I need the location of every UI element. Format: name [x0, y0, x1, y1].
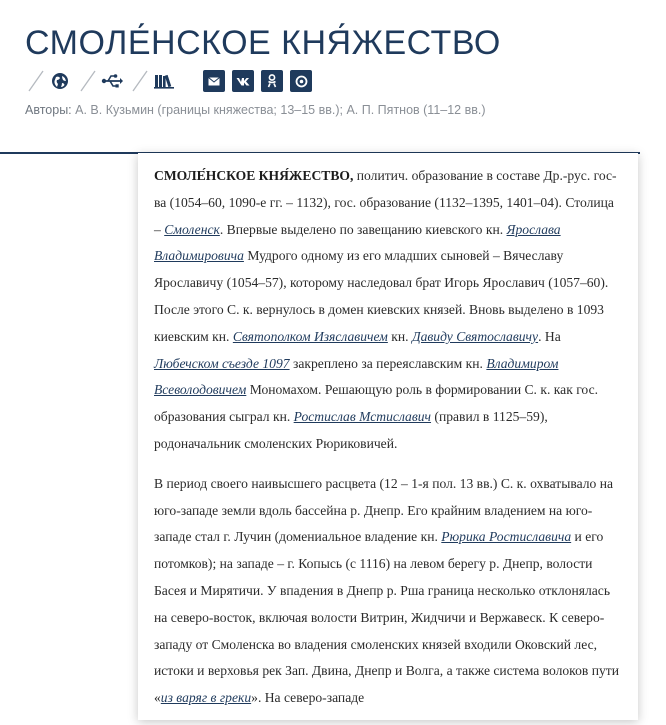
authors-text: А. В. Кузьмин (границы княжества; 13–15 вв.); А. П. Пятнов (11–12 вв.)	[71, 103, 486, 117]
link-ryurik[interactable]: Рюрика Ростиславича	[441, 529, 572, 545]
text-run: ». На северо-западе	[251, 690, 365, 706]
article-text	[154, 163, 624, 725]
globe-icon[interactable]	[49, 70, 71, 92]
text-run: . На	[538, 328, 561, 344]
text-run: закреплено за переяславским кн.	[289, 355, 487, 371]
books-icon[interactable]	[153, 70, 175, 92]
text-run: политич. образование в составе Др.-рус. гос-ва (1054–60, 1090-е гг. – 1132), гос. образование (1132–1395, 1401–04). Столица –	[154, 168, 617, 237]
link-svyatopolk[interactable]: Святополком Изяславичем	[232, 328, 388, 344]
link-lyubech-congress[interactable]: Любечском съезде 1097	[154, 355, 290, 371]
link-varangians-greeks[interactable]: из варяг в греки	[160, 690, 252, 706]
page-header	[0, 0, 666, 152]
ok-share-icon[interactable]	[261, 70, 283, 92]
link-smolensk[interactable]: Смоленск	[164, 221, 220, 237]
link-rostislav[interactable]: Ростислав Мстиславич	[293, 409, 432, 425]
link-share-icon[interactable]	[290, 70, 312, 92]
text-run: (правил в 1125–59), родоначальник смоленских Рюриковичей.	[154, 409, 548, 451]
article-card	[138, 153, 638, 720]
text-run: кн.	[387, 328, 412, 344]
usb-icon[interactable]	[101, 70, 123, 92]
vk-share-icon[interactable]	[232, 70, 254, 92]
share-buttons	[203, 70, 319, 92]
authors-line	[25, 103, 486, 117]
paragraph	[154, 471, 624, 712]
text-run: . Впервые выделено по завещанию киевского кн.	[219, 221, 507, 237]
link-vladimir[interactable]: Владимиром Всеволодовичем	[154, 355, 559, 398]
text-run: Мудрого одному из его младших сыновей – Вячеславу Ярославичу (1054–57), которому наследовал брат Игорь Ярославич (1057–60). После этого С. к. вернулось в домен киевских князей. Вновь выделено в 1093 киевским кн.	[154, 248, 609, 344]
separator-slash	[129, 69, 151, 93]
link-david[interactable]: Давиду Святославичу	[411, 328, 539, 344]
text-run: Мономахом. Решающую роль в формировании С. к. как гос. образования сыграл кн.	[154, 382, 598, 425]
toolbar	[25, 68, 319, 94]
paragraph	[154, 163, 624, 458]
text-run: и его потомков); на западе – г. Копысь (с 1116) на левом берегу р. Днепр, волости Басея и Мирятичи. У впадения в Днепр р. Рша граница несколько отклонялась на северо-восток, включая волости Витрин, Жидчичи и Вержавеск. К северо-западу от Смоленска во владения смоленских князей входили Оковский лес, истоки и верховья рек Зап. Двина, Днепр и Волга, а также система волоков пути «	[154, 529, 619, 706]
article-term: СМОЛЕ́НСКОЕ КНЯ́ЖЕСТВО,	[154, 168, 354, 183]
link-yaroslav[interactable]: Ярослава Владимировича	[154, 221, 561, 264]
separator-slash	[77, 69, 99, 93]
mail-share-icon[interactable]	[203, 70, 225, 92]
separator-slash	[25, 69, 47, 93]
text-run: В период своего наивысшего расцвета (12 – 1-я пол. 13 вв.) С. к. охватывало на юго-западе земли вдоль бассейна р. Днепр. Его крайним владением на юго-западе стал г. Лучин (домениальное владение кн.	[154, 475, 614, 545]
page-title: СМОЛЕ́НСКОЕ КНЯ́ЖЕСТВО	[25, 24, 501, 62]
authors-label: Авторы:	[25, 103, 72, 117]
